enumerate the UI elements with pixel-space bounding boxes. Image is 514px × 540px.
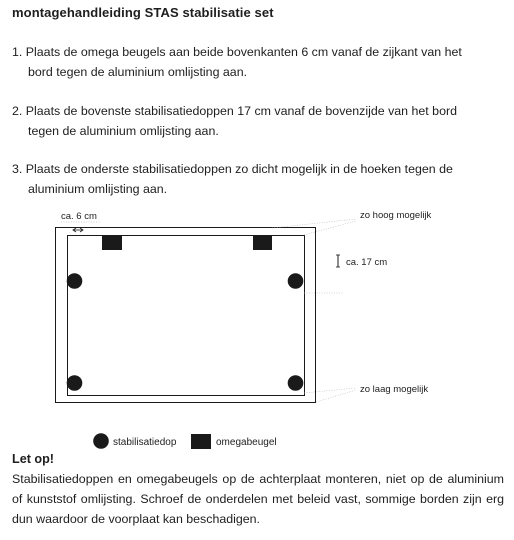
stabilizer-cap-bottom-right xyxy=(288,375,304,391)
label-17cm: ca. 17 cm xyxy=(346,257,388,268)
stabilizer-cap-top-right xyxy=(288,273,304,289)
step-2-line-2: tegen de aluminium omlijsting aan. xyxy=(28,124,219,138)
warning-body: Stabilisatiedoppen en omegabeugels op de achterplaat monteren, niet op de aluminium of kunststof omlijsting. Schroef de onderdelen met beleid vast, sommige borden zijn erg dun waardoor de voorplaat kan beschadigen. xyxy=(12,472,504,526)
mounting-diagram xyxy=(0,200,514,460)
omega-bracket-right xyxy=(253,235,272,250)
page-title: montagehandleiding STAS stabilisatie set xyxy=(12,5,274,20)
legend-dop-label: stabilisatiedop xyxy=(113,437,177,448)
stabilizer-cap-bottom-left xyxy=(67,375,83,391)
label-6cm: ca. 6 cm xyxy=(61,211,97,222)
leader-top xyxy=(272,219,356,228)
leader-bottom xyxy=(304,388,356,393)
step-3-line-2: aluminium omlijsting aan. xyxy=(28,182,168,196)
step-2-line-1: 2. Plaats de bovenste stabilisatiedoppen 17 cm vanaf de bovenzijde van het bord xyxy=(12,104,457,118)
warning-title: Let op! xyxy=(12,452,54,466)
stabilizer-cap-top-left xyxy=(67,273,83,289)
step-3 xyxy=(12,159,504,199)
omega-bracket-left xyxy=(102,235,122,250)
leader-bottom-2 xyxy=(316,390,356,402)
legend-dop-icon xyxy=(93,433,109,449)
outer-frame xyxy=(56,228,316,403)
step-1-line-2: bord tegen de aluminium omlijsting aan. xyxy=(28,65,248,79)
label-bottom: zo laag mogelijk xyxy=(360,384,429,395)
inner-plate xyxy=(68,236,305,396)
legend-beugel-label: omegabeugel xyxy=(216,437,277,448)
legend-beugel-icon xyxy=(191,434,211,449)
step-3-line-1: 3. Plaats de onderste stabilisatiedoppen zo dicht mogelijk in de hoeken tegen de xyxy=(12,162,453,176)
step-1-line-1: 1. Plaats de omega beugels aan beide bovenkanten 6 cm vanaf de zijkant van het xyxy=(12,45,462,59)
label-top: zo hoog mogelijk xyxy=(360,210,432,221)
step-1 xyxy=(12,42,504,82)
step-2 xyxy=(12,101,504,141)
